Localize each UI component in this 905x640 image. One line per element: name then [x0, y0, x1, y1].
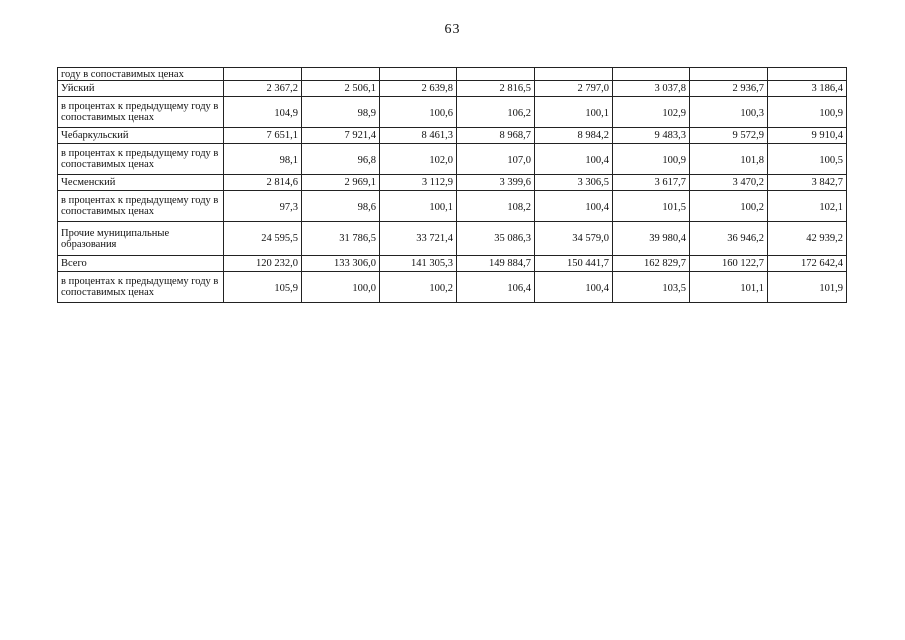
cell-value: 150 441,7 [535, 256, 613, 272]
cell-value: 149 884,7 [457, 256, 535, 272]
cell-value: 102,1 [768, 191, 847, 222]
table-body [58, 68, 847, 303]
row-label: Чесменский [58, 175, 224, 191]
cell-value: 2 969,1 [302, 175, 380, 191]
cell-value: 100,9 [768, 97, 847, 128]
cell-value: 102,0 [380, 144, 457, 175]
cell-value: 98,9 [302, 97, 380, 128]
row-label: Всего [58, 256, 224, 272]
table-row [58, 175, 847, 191]
cell-value: 100,9 [613, 144, 690, 175]
cell-value: 2 367,2 [224, 81, 302, 97]
cell-value: 8 968,7 [457, 128, 535, 144]
cell-value: 100,4 [535, 272, 613, 303]
cell-value: 35 086,3 [457, 222, 535, 256]
cell-value: 100,3 [690, 97, 768, 128]
cell-value: 98,6 [302, 191, 380, 222]
cell-value: 9 483,3 [613, 128, 690, 144]
cell-value: 8 461,3 [380, 128, 457, 144]
cell-value: 106,2 [457, 97, 535, 128]
row-label: Уйский [58, 81, 224, 97]
cell-value: 108,2 [457, 191, 535, 222]
cell-value: 100,5 [768, 144, 847, 175]
cell-value: 162 829,7 [613, 256, 690, 272]
cell-value: 36 946,2 [690, 222, 768, 256]
cell-value [690, 68, 768, 81]
cell-value: 3 842,7 [768, 175, 847, 191]
cell-value: 2 797,0 [535, 81, 613, 97]
cell-value: 160 122,7 [690, 256, 768, 272]
cell-value [224, 68, 302, 81]
cell-value: 100,4 [535, 191, 613, 222]
cell-value: 106,4 [457, 272, 535, 303]
cell-value: 172 642,4 [768, 256, 847, 272]
cell-value: 100,6 [380, 97, 457, 128]
table-row [58, 144, 847, 175]
cell-value: 2 936,7 [690, 81, 768, 97]
cell-value: 98,1 [224, 144, 302, 175]
cell-value: 3 112,9 [380, 175, 457, 191]
cell-value: 2 814,6 [224, 175, 302, 191]
cell-value: 7 921,4 [302, 128, 380, 144]
cell-value: 9 572,9 [690, 128, 768, 144]
cell-value: 97,3 [224, 191, 302, 222]
table-row [58, 272, 847, 303]
cell-value: 3 186,4 [768, 81, 847, 97]
cell-value: 3 470,2 [690, 175, 768, 191]
row-label: Прочие муниципальные образования [58, 222, 224, 256]
cell-value: 102,9 [613, 97, 690, 128]
cell-value: 3 306,5 [535, 175, 613, 191]
cell-value [302, 68, 380, 81]
cell-value: 3 399,6 [457, 175, 535, 191]
cell-value: 3 617,7 [613, 175, 690, 191]
cell-value: 96,8 [302, 144, 380, 175]
cell-value: 104,9 [224, 97, 302, 128]
table-row [58, 128, 847, 144]
cell-value: 8 984,2 [535, 128, 613, 144]
cell-value: 7 651,1 [224, 128, 302, 144]
page-number: 63 [444, 22, 461, 37]
table-row [58, 191, 847, 222]
cell-value: 24 595,5 [224, 222, 302, 256]
table-row [58, 68, 847, 81]
data-table [57, 67, 847, 303]
cell-value: 31 786,5 [302, 222, 380, 256]
cell-value: 101,1 [690, 272, 768, 303]
cell-value: 3 037,8 [613, 81, 690, 97]
cell-value: 120 232,0 [224, 256, 302, 272]
row-label: в процентах к предыдущему году в сопоставимых ценах [58, 191, 224, 222]
cell-value: 103,5 [613, 272, 690, 303]
cell-value: 42 939,2 [768, 222, 847, 256]
cell-value: 100,1 [535, 97, 613, 128]
cell-value: 100,2 [690, 191, 768, 222]
cell-value [457, 68, 535, 81]
table-row [58, 81, 847, 97]
cell-value: 107,0 [457, 144, 535, 175]
cell-value: 141 305,3 [380, 256, 457, 272]
cell-value: 100,1 [380, 191, 457, 222]
cell-value: 133 306,0 [302, 256, 380, 272]
row-label: году в сопоставимых ценах [58, 68, 224, 81]
cell-value: 2 506,1 [302, 81, 380, 97]
cell-value [613, 68, 690, 81]
cell-value [768, 68, 847, 81]
cell-value: 39 980,4 [613, 222, 690, 256]
cell-value: 100,4 [535, 144, 613, 175]
table-row [58, 256, 847, 272]
cell-value: 2 639,8 [380, 81, 457, 97]
cell-value: 33 721,4 [380, 222, 457, 256]
cell-value: 34 579,0 [535, 222, 613, 256]
cell-value [535, 68, 613, 81]
row-label: в процентах к предыдущему году в сопоставимых ценах [58, 97, 224, 128]
cell-value: 100,0 [302, 272, 380, 303]
cell-value: 2 816,5 [457, 81, 535, 97]
cell-value [380, 68, 457, 81]
row-label: Чебаркульский [58, 128, 224, 144]
table-row [58, 97, 847, 128]
cell-value: 101,5 [613, 191, 690, 222]
cell-value: 101,8 [690, 144, 768, 175]
row-label: в процентах к предыдущему году в сопоставимых ценах [58, 144, 224, 175]
cell-value: 101,9 [768, 272, 847, 303]
cell-value: 9 910,4 [768, 128, 847, 144]
row-label: в процентах к предыдущему году в сопоставимых ценах [58, 272, 224, 303]
cell-value: 105,9 [224, 272, 302, 303]
cell-value: 100,2 [380, 272, 457, 303]
table-row [58, 222, 847, 256]
